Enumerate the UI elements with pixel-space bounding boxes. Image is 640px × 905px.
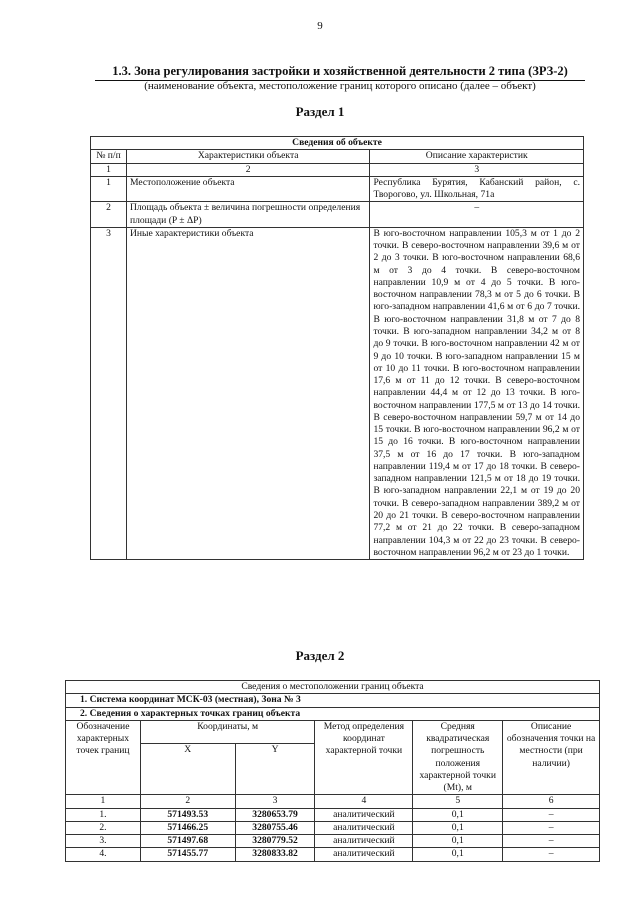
header-num-cell: 1: [91, 163, 127, 176]
point-x: 571497.68: [140, 835, 235, 848]
point-x: 571455.77: [140, 848, 235, 861]
point-method: аналитический: [315, 808, 413, 821]
point-method: аналитический: [315, 848, 413, 861]
row-number: 2: [91, 202, 127, 228]
table-row: [91, 227, 584, 559]
point-id: 2.: [66, 821, 141, 834]
zone-subtitle: (наименование объекта, местоположение границ которого описано (далее – объект): [144, 80, 536, 92]
table-row: [66, 835, 600, 848]
header-num-cell: 4: [315, 795, 413, 808]
point-description: –: [503, 821, 600, 834]
header-num-cell: 3: [370, 163, 584, 176]
object-info-table: [90, 136, 584, 560]
header-number: № п/п: [91, 150, 127, 163]
header-num-cell: 5: [413, 795, 503, 808]
point-x: 571466.25: [140, 821, 235, 834]
table-row: [66, 808, 600, 821]
header-num-cell: 2: [140, 795, 235, 808]
point-id: 4.: [66, 848, 141, 861]
table-row: [66, 821, 600, 834]
header-accuracy: Средняя квадратическая погрешность положения характерной точки (Mt), м: [413, 720, 503, 795]
section2-title: Раздел 2: [295, 648, 345, 663]
point-method: аналитический: [315, 821, 413, 834]
point-accuracy: 0,1: [413, 848, 503, 861]
row-name: Иные характеристики объекта: [126, 227, 370, 559]
row-desc: –: [370, 202, 584, 228]
point-accuracy: 0,1: [413, 808, 503, 821]
header-num-cell: 6: [503, 795, 600, 808]
point-id: 3.: [66, 835, 141, 848]
header-num-cell: 1: [66, 795, 141, 808]
points-heading: 2. Сведения о характерных точках границ объекта: [66, 707, 600, 720]
row-name: Местоположение объекта: [126, 176, 370, 202]
point-y: 3280653.79: [235, 808, 315, 821]
point-y: 3280833.82: [235, 848, 315, 861]
point-accuracy: 0,1: [413, 835, 503, 848]
header-num-cell: 2: [126, 163, 370, 176]
zone-title: 1.3. Зона регулирования застройки и хозяйственной деятельности 2 типа (ЗРЗ-2): [95, 64, 585, 81]
row-number: 1: [91, 176, 127, 202]
point-description: –: [503, 808, 600, 821]
header-designation: Обозначение характерных точек границ: [66, 720, 141, 795]
coordinate-system: 1. Система координат МСК-03 (местная), Зона № 3: [66, 694, 600, 707]
header-point-description: Описание обозначения точки на местности (при наличии): [503, 720, 600, 795]
table-row: [66, 848, 600, 861]
header-y: Y: [235, 744, 315, 795]
point-y: 3280755.46: [235, 821, 315, 834]
point-description: –: [503, 835, 600, 848]
header-num-cell: 3: [235, 795, 315, 808]
header-coords: Координаты, м: [140, 720, 315, 744]
boundary-points-table: [65, 680, 600, 862]
point-method: аналитический: [315, 835, 413, 848]
page-number: 9: [317, 20, 323, 32]
point-x: 571493.53: [140, 808, 235, 821]
row-name: Площадь объекта ± величина погрешности определения площади (P ± ΔP): [126, 202, 370, 228]
header-characteristics: Характеристики объекта: [126, 150, 370, 163]
row-desc: Республика Бурятия, Кабанский район, с. Творогово, ул. Школьная, 71а: [370, 176, 584, 202]
table-title: Сведения об объекте: [91, 137, 584, 150]
row-desc: В юго-восточном направлении 105,3 м от 1 до 2 точки. В северо-восточном направлении 39,6 м от 2 до 3 точки. В юго-восточном направлении 68,6 м от 3 до 4 точки. В северо-восточном направлении 10,9 м от 4 до 5 точки. В юго-восточном направлении 78,3 м от 5 до 6 точки. В юго-западном направлении 41,6 м от 6 до 7 точки. В юго-восточном направлении 31,8 м от 7 до 8 точки. В юго-западном направлении 34,2 м от 8 до 9 точки. В юго-восточном направлении 42 м от 9 до 10 точки. В юго-западном направлении 15 м от 10 до 11 точки. В юго-восточном направлении 17,6 м от 11 до 12 точки. В северо-восточном направлении 44,4 м от 12 до 13 точки. В юго-восточном направлении 177,5 м от 13 до 14 точки. В северо-восточном направлении 59,7 м от 14 до 15 точки. В юго-восточном направлении 96,2 м от 15 до 16 точки. В юго-восточном направлении 37,5 м от 16 до 17 точки. В юго-западном направлении 119,4 м от 17 до 18 точки. В северо-западном направлении 121,5 м от 18 до 19 точки. В юго-западном направлении 22,1 м от 19 до 20 точки. В северо-западном направлении 389,2 м от 20 до 21 точки. В северо-восточном направлении 77,2 м от 21 до 22 точки. В северо-западном направлении 104,3 м от 22 до 23 точки. В северо-восточном направлении 96,2 м от 23 до 1 точки.: [370, 227, 584, 559]
point-description: –: [503, 848, 600, 861]
point-accuracy: 0,1: [413, 821, 503, 834]
point-y: 3280779.52: [235, 835, 315, 848]
table-row: [91, 176, 584, 202]
header-x: X: [140, 744, 235, 795]
table-row: [91, 202, 584, 228]
header-description: Описание характеристик: [370, 150, 584, 163]
section1-title: Раздел 1: [295, 104, 345, 119]
row-number: 3: [91, 227, 127, 559]
point-id: 1.: [66, 808, 141, 821]
table-title: Сведения о местоположении границ объекта: [66, 681, 600, 694]
header-method: Метод определения координат характерной точки: [315, 720, 413, 795]
